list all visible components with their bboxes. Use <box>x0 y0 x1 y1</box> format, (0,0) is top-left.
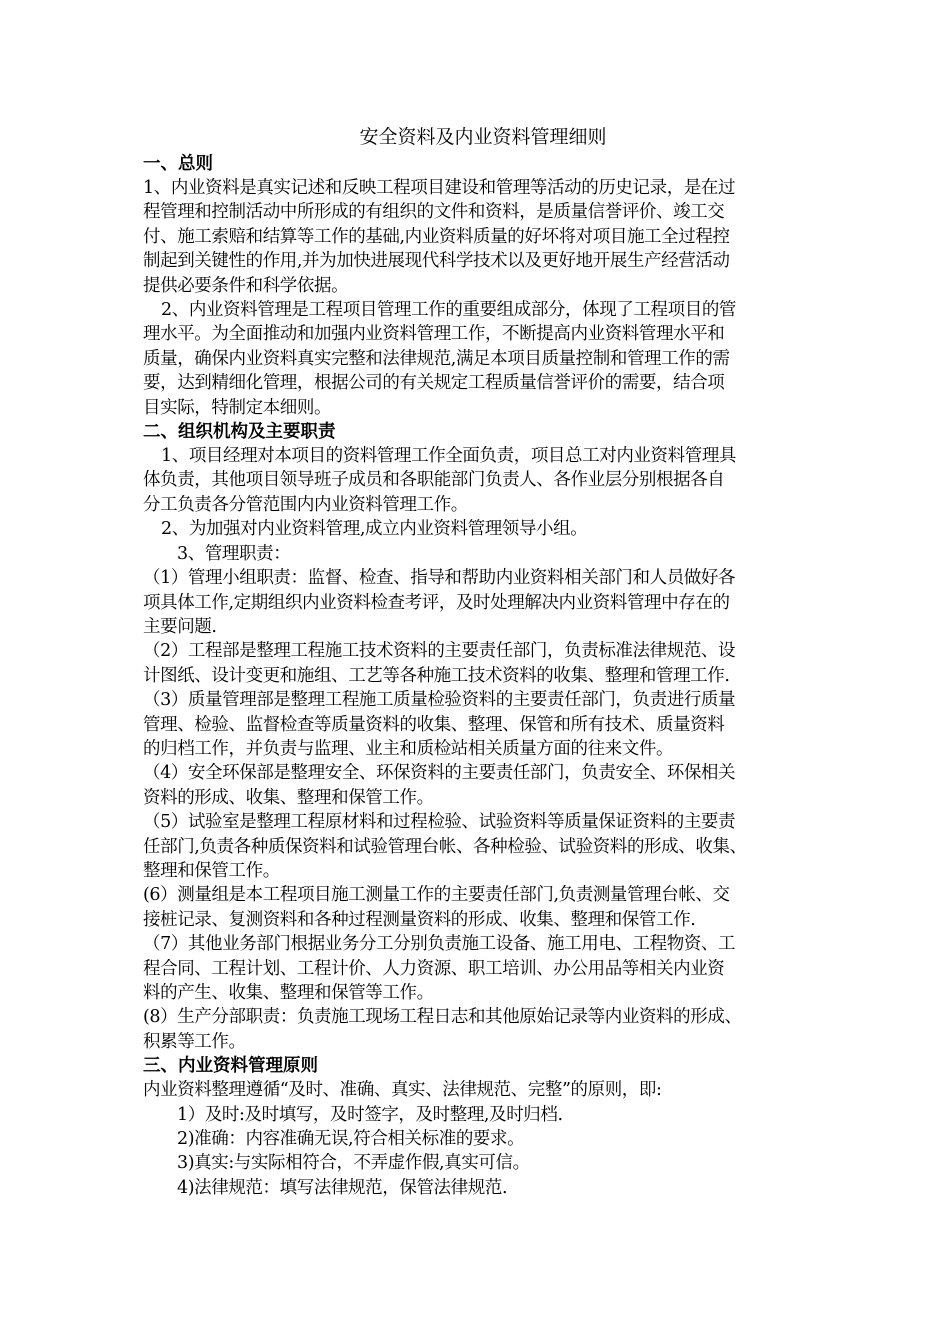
paragraph-line: 要，达到精细化管理，根据公司的有关规定工程质量信誉评价的需要，结合项 <box>143 373 725 394</box>
paragraph-line: (8）生产分部职责：负责施工现场工程日志和其他原始记录等内业资料的形成、 <box>143 1007 742 1028</box>
paragraph-line: （7）其他业务部门根据业务分工分别负责施工设备、施工用电、工程物资、工 <box>143 934 736 955</box>
paragraph-line: （1）管理小组职责：监督、检查、指导和帮助内业资料相关部门和人员做好各 <box>143 568 736 589</box>
section-heading-organization: 二、组织机构及主要职责 <box>143 422 336 443</box>
paragraph-line: 程合同、工程计划、工程计价、人力资源、职工培训、办公用品等相关内业资 <box>143 958 725 979</box>
paragraph-line: 2、内业资料管理是工程项目管理工作的重要组成部分，体现了工程项目的管 <box>161 300 737 321</box>
document-title: 安全资料及内业资料管理细则 <box>359 126 607 148</box>
paragraph-line: （5）试验室是整理工程原材料和过程检验、试验资料等质量保证资料的主要责 <box>143 812 736 833</box>
paragraph-line: 分工负责各分管范围内内业资料管理工作。 <box>143 494 468 515</box>
paragraph-line: 内业资料整理遵循“及时、准确、真实、法律规范、完整”的原则，即: <box>143 1080 662 1101</box>
list-item: 4)法律规范：填写法律规范，保管法律规范. <box>177 1177 508 1198</box>
document-body <box>143 122 823 1200</box>
list-item: 2)准确：内容准确无误,符合相关标准的要求。 <box>177 1129 525 1150</box>
paragraph-line: 1、项目经理对本项目的资料管理工作全面负责，项目总工对内业资料管理具 <box>161 446 737 467</box>
paragraph-line: 质量，确保内业资料真实完整和法律规范,满足本项目质量控制和管理工作的需 <box>143 348 730 369</box>
paragraph-line: 程管理和控制活动中所形成的有组织的文件和资料，是质量信誉评价、竣工交 <box>143 202 725 223</box>
section-heading-general: 一、总则 <box>143 154 213 174</box>
paragraph-line: 提供必要条件和科学依据。 <box>143 275 349 296</box>
paragraph-line: 体负责，其他项目领导班子成员和各职能部门负责人、各作业层分别根据各自 <box>143 470 725 491</box>
paragraph-line: 资料的形成、收集、整理和保管工作。 <box>143 787 434 808</box>
paragraph-line: 制起到关键性的作用,并为加快进展现代科学技术以及更好地开展生产经营活动 <box>143 251 730 272</box>
paragraph-line: （3）质量管理部是整理工程施工质量检验资料的主要责任部门，负责进行质量 <box>143 690 736 711</box>
paragraph-line: 整理和保管工作。 <box>143 860 280 881</box>
paragraph-line: （2）工程部是整理工程施工技术资料的主要责任部门，负责标准法律规范、设 <box>143 641 736 662</box>
paragraph-line: (6）测量组是本工程项目施工测量工作的主要责任部门,负责测量管理台帐、交 <box>143 885 730 906</box>
paragraph-line: 料的产生、收集、整理和保管等工作。 <box>143 983 434 1003</box>
paragraph-line: 付、施工索赔和结算等工作的基础,内业资料质量的好坏将对项目施工全过程控 <box>143 226 730 247</box>
list-item: 1）及时:及时填写，及时签字，及时整理,及时归档. <box>177 1104 563 1125</box>
paragraph-line: （4）安全环保部是整理安全、环保资料的主要责任部门，负责安全、环保相关 <box>143 763 736 784</box>
section-heading-principles: 三、内业资料管理原则 <box>143 1056 318 1077</box>
paragraph-line: 任部门,负责各种质保资料和试验管理台帐、各种检验、试验资料的形成、收集、 <box>143 836 747 857</box>
paragraph-line: 的归档工作，并负责与监理、业主和质检站相关质量方面的往来文件。 <box>143 738 674 759</box>
paragraph-line: 积累等工作。 <box>143 1031 246 1052</box>
paragraph-line: 3、管理职责： <box>177 543 291 564</box>
paragraph-line: 主要问题. <box>143 616 217 637</box>
paragraph-line: 目实际，特制定本细则。 <box>143 397 332 418</box>
paragraph-line: 计图纸、设计变更和施组、工艺等各种施工技术资料的收集、整理和管理工作. <box>143 665 730 686</box>
paragraph-line: 理水平。为全面推动和加强内业资料管理工作，不断提高内业资料管理水平和 <box>143 324 725 345</box>
list-item: 3)真实:与实际相符合，不弄虚作假,真实可信。 <box>177 1153 530 1174</box>
paragraph-line: 1、内业资料是真实记述和反映工程项目建设和管理等活动的历史记录，是在过 <box>143 178 736 198</box>
paragraph-line: 接桩记录、复测资料和各种过程测量资料的形成、收集、整理和保管工作. <box>143 909 696 930</box>
paragraph-line: 项具体工作,定期组织内业资料检查考评，及时处理解决内业资料管理中存在的 <box>143 592 730 613</box>
paragraph-line: 管理、检验、监督检查等质量资料的收集、整理、保管和所有技术、质量资料 <box>143 714 725 735</box>
paragraph-line: 2、为加强对内业资料管理,成立内业资料管理领导小组。 <box>161 519 588 540</box>
